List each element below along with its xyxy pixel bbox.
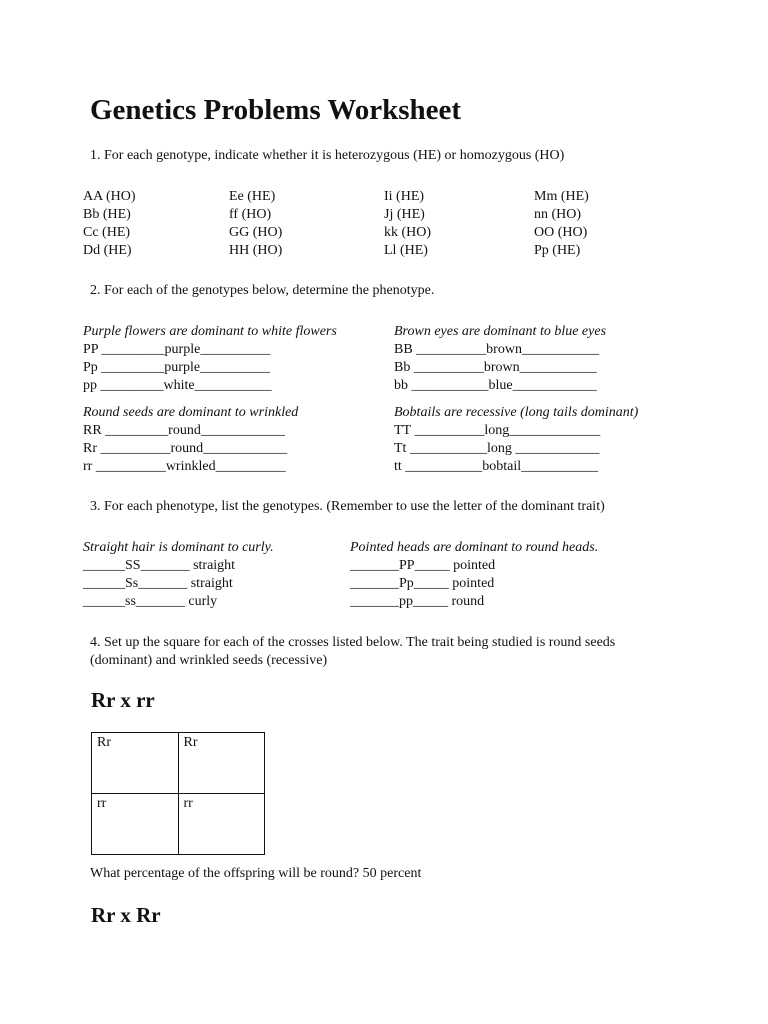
punnett-cell: rr	[178, 794, 265, 855]
q3-answer-line: ______Ss_______ straight	[83, 576, 233, 591]
q1-genotype: Pp (HE)	[534, 243, 581, 258]
q2-trait-heading: Round seeds are dominant to wrinkled	[83, 405, 299, 420]
question-1-prompt: 1. For each genotype, indicate whether it is heterozygous (HE) or homozygous (HO)	[90, 148, 565, 163]
q2-answer-line: pp _________white___________	[83, 378, 272, 393]
page-title: Genetics Problems Worksheet	[90, 94, 462, 126]
q1-genotype: HH (HO)	[229, 243, 283, 258]
punnett-square	[91, 732, 265, 855]
q2-answer-line: Tt ___________long ____________	[394, 441, 600, 456]
q3-answer-line: _______Pp_____ pointed	[350, 576, 495, 591]
q1-genotype: Bb (HE)	[83, 207, 131, 222]
q1-genotype: Ee (HE)	[229, 189, 276, 204]
punnett-cell: Rr	[92, 733, 179, 794]
q2-answer-line: BB __________brown___________	[394, 342, 599, 357]
q2-answer-line: Rr __________round____________	[83, 441, 288, 456]
q1-genotype: nn (HO)	[534, 207, 582, 222]
question-3-prompt: 3. For each phenotype, list the genotypes. (Remember to use the letter of the dominant trait)	[90, 499, 605, 514]
q3-trait-heading: Pointed heads are dominant to round heads.	[350, 540, 599, 555]
offspring-question: What percentage of the offspring will be round? 50 percent	[90, 866, 422, 881]
cross-heading-2: Rr x Rr	[91, 903, 161, 927]
q3-trait-heading: Straight hair is dominant to curly.	[83, 540, 274, 555]
q2-trait-heading: Purple flowers are dominant to white flowers	[83, 324, 337, 339]
q1-genotype: GG (HO)	[229, 225, 283, 240]
q1-genotype: AA (HO)	[83, 189, 136, 204]
q2-answer-line: RR _________round____________	[83, 423, 285, 438]
punnett-cell: Rr	[178, 733, 265, 794]
question-2-prompt: 2. For each of the genotypes below, determine the phenotype.	[90, 283, 435, 298]
q1-genotype: Ii (HE)	[384, 189, 425, 204]
q2-answer-line: PP _________purple__________	[83, 342, 271, 357]
question-4-prompt-line-2: (dominant) and wrinkled seeds (recessive)	[90, 653, 328, 668]
q1-genotype: Cc (HE)	[83, 225, 131, 240]
q1-genotype: Ll (HE)	[384, 243, 428, 258]
q1-genotype: kk (HO)	[384, 225, 432, 240]
question-4-prompt-line-1: 4. Set up the square for each of the crosses listed below. The trait being studied is round seeds	[90, 635, 616, 650]
q2-answer-line: bb ___________blue____________	[394, 378, 597, 393]
q2-answer-line: tt ___________bobtail___________	[394, 459, 599, 474]
q2-answer-line: rr __________wrinkled__________	[83, 459, 286, 474]
q1-genotype: Mm (HE)	[534, 189, 589, 204]
q2-answer-line: Pp _________purple__________	[83, 360, 271, 375]
q2-trait-heading: Brown eyes are dominant to blue eyes	[394, 324, 607, 339]
q2-answer-line: Bb __________brown___________	[394, 360, 597, 375]
q3-answer-line: _______pp_____ round	[350, 594, 485, 609]
q3-answer-line: _______PP_____ pointed	[350, 558, 496, 573]
q1-genotype: ff (HO)	[229, 207, 272, 222]
q1-genotype: Dd (HE)	[83, 243, 132, 258]
q1-genotype: OO (HO)	[534, 225, 588, 240]
q2-trait-heading: Bobtails are recessive (long tails dominant)	[394, 405, 639, 420]
q3-answer-line: ______SS_______ straight	[83, 558, 236, 573]
q2-answer-line: TT __________long_____________	[394, 423, 601, 438]
q1-genotype: Jj (HE)	[384, 207, 425, 222]
cross-heading-1: Rr x rr	[91, 688, 155, 712]
q3-answer-line: ______ss_______ curly	[83, 594, 218, 609]
punnett-cell: rr	[92, 794, 179, 855]
